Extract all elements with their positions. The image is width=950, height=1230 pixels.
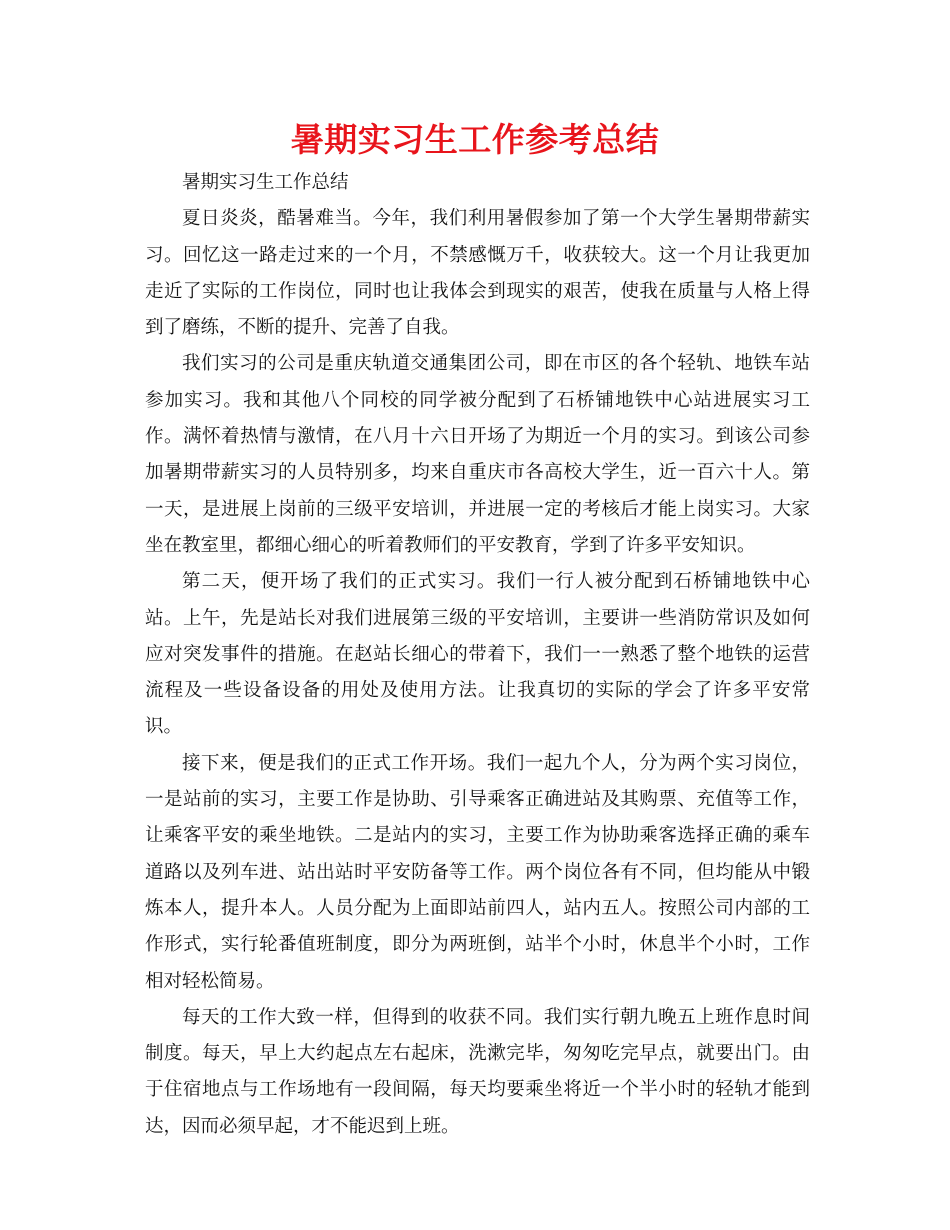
paragraph: 第二天，便开场了我们的正式实习。我们一行人被分配到石桥铺地铁中心站。上午，先是站长对我们进展第三级的平安培训，主要讲一些消防常识及如何应对突发事件的措施。在赵站长细心的带着下，我们一一熟悉了整个地铁的运营流程及一些设备设备的用处及使用方法。让我真切的实际的学会了许多平安常识。 (145, 571, 810, 738)
subtitle-paragraph: 暑期实习生工作总结 (182, 172, 349, 193)
document-body (145, 165, 810, 1145)
paragraph: 夏日炎炎，酷暑难当。今年，我们利用暑假参加了第一个大学生暑期带薪实习。回忆这一路走过来的一个月，不禁感慨万千，收获较大。这一个月让我更加走近了实际的工作岗位，同时也让我体会到现实的艰苦，使我在质量与人格上得到了磨练，不断的提升、完善了自我。 (145, 208, 810, 339)
paragraph: 每天的工作大致一样，但得到的收获不同。我们实行朝九晚五上班作息时间制度。每天，早上大约起点左右起床，洗漱完毕，匆匆吃完早点，就要出门。由于住宿地点与工作场地有一段间隔，每天均要乘坐将近一个半小时的轻轨才能到达，因而必须早起，才不能迟到上班。 (145, 1006, 810, 1137)
paragraph: 我们实习的公司是重庆轨道交通集团公司，即在市区的各个轻轨、地铁车站参加实习。我和其他八个同校的同学被分配到了石桥铺地铁中心站进展实习工作。满怀着热情与激情，在八月十六日开场了为期近一个月的实习。到该公司参加暑期带薪实习的人员特别多，均来自重庆市各高校大学生，近一百六十人。第一天，是进展上岗前的三级平安培训，并进展一定的考核后才能上岗实习。大家坐在教室里，都细心细心的听着教师们的平安教育，学到了许多平安知识。 (145, 353, 810, 556)
paragraph: 接下来，便是我们的正式工作开场。我们一起九个人，分为两个实习岗位，一是站前的实习，主要工作是协助、引导乘客正确进站及其购票、充值等工作，让乘客平安的乘坐地铁。二是站内的实习，主要工作为协助乘客选择正确的乘车道路以及列车进、站出站时平安防备等工作。两个岗位各有不同，但均能从中锻炼本人，提升本人。人员分配为上面即站前四人，站内五人。按照公司内部的工作形式，实行轮番值班制度，即分为两班倒，站半个小时，休息半个小时，工作相对轻松简易。 (145, 752, 810, 992)
document-title: 暑期实习生工作参考总结 (290, 120, 660, 159)
